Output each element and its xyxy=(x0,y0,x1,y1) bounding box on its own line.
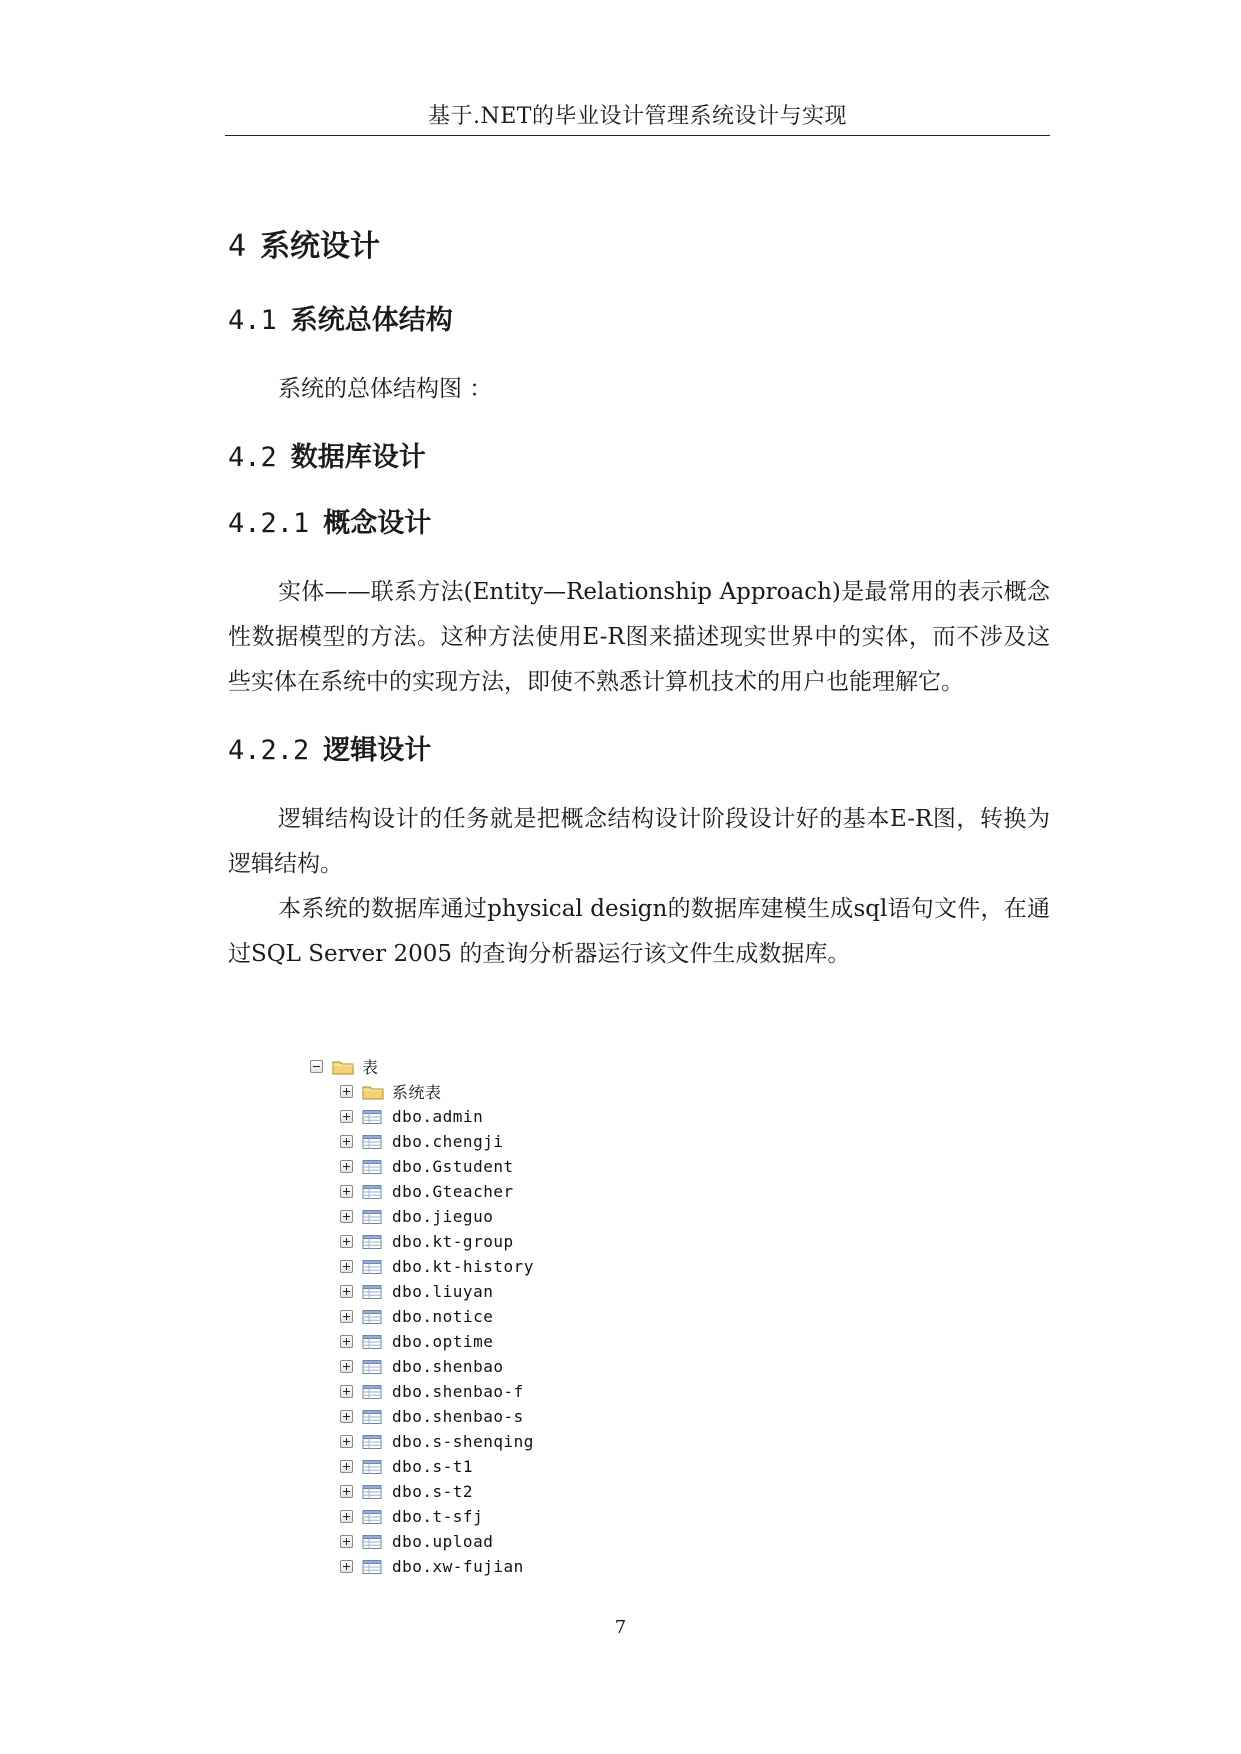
table-icon xyxy=(362,1159,382,1175)
section-title: 逻辑设计 xyxy=(323,735,432,766)
tree-node-table[interactable] xyxy=(340,1329,534,1354)
tree-node-table[interactable] xyxy=(340,1479,534,1504)
table-icon xyxy=(362,1284,382,1300)
tree-node-table[interactable] xyxy=(340,1179,534,1204)
tree-node-table[interactable] xyxy=(340,1279,534,1304)
paragraph-conceptual-design: 实体——联系方法(Entity—Relationship Approach)是最常用的表示概念性数据模型的方法。这种方法使用E-R图来描述现实世界中的实体，而不涉及这些实体在系统中的实现方法，即使不熟悉计算机技术的用户也能理解它。 xyxy=(228,579,1050,695)
tree-node-label: dbo.s-shenqing xyxy=(392,1432,534,1451)
tree-node-table[interactable] xyxy=(340,1229,534,1254)
plus-expander-icon[interactable] xyxy=(340,1135,353,1148)
tree-node-table[interactable] xyxy=(340,1504,534,1529)
tree-node-label: dbo.shenbao-s xyxy=(392,1407,524,1426)
tree-node-label: dbo.Gteacher xyxy=(392,1182,514,1201)
plus-expander-icon[interactable] xyxy=(340,1535,353,1548)
tree-node-label: dbo.t-sfj xyxy=(392,1507,484,1526)
section-number: 4 xyxy=(228,229,247,264)
section-title: 概念设计 xyxy=(323,508,432,539)
page-content xyxy=(228,225,1050,977)
table-icon xyxy=(362,1509,382,1525)
plus-expander-icon[interactable] xyxy=(340,1110,353,1123)
plus-expander-icon[interactable] xyxy=(340,1510,353,1523)
plus-expander-icon[interactable] xyxy=(340,1560,353,1573)
table-icon xyxy=(362,1309,382,1325)
tree-node-table[interactable] xyxy=(340,1154,534,1179)
plus-expander-icon[interactable] xyxy=(340,1335,353,1348)
plus-expander-icon[interactable] xyxy=(340,1235,353,1248)
tree-node-table[interactable] xyxy=(340,1304,534,1329)
section-heading-4-2-2 xyxy=(228,731,1050,771)
tree-node-label: dbo.jieguo xyxy=(392,1207,494,1226)
section-heading-4-2 xyxy=(228,438,1050,478)
tree-node-label: dbo.s-t1 xyxy=(392,1457,474,1476)
section-number: 4.2 xyxy=(228,442,277,473)
tree-node-table[interactable] xyxy=(340,1104,534,1129)
plus-expander-icon[interactable] xyxy=(340,1260,353,1273)
tree-node-label: 系统表 xyxy=(392,1083,442,1102)
header-rule xyxy=(225,135,1050,136)
section-number: 4.2.2 xyxy=(228,735,310,766)
section-heading-4 xyxy=(228,225,1050,269)
tree-node-label: dbo.shenbao-f xyxy=(392,1382,524,1401)
tree-node-table[interactable] xyxy=(340,1429,534,1454)
tree-node-table[interactable] xyxy=(340,1379,534,1404)
section-title: 系统设计 xyxy=(260,229,381,264)
table-icon xyxy=(362,1234,382,1250)
plus-expander-icon[interactable] xyxy=(340,1485,353,1498)
tree-node-label: dbo.shenbao xyxy=(392,1357,504,1376)
plus-expander-icon[interactable] xyxy=(340,1435,353,1448)
folder-icon xyxy=(332,1059,354,1075)
section-heading-4-1 xyxy=(228,301,1050,341)
tree-node-table[interactable] xyxy=(340,1254,534,1279)
tree-node-table[interactable] xyxy=(340,1454,534,1479)
section-number: 4.2.1 xyxy=(228,508,310,539)
table-icon xyxy=(362,1484,382,1500)
table-icon xyxy=(362,1359,382,1375)
table-icon xyxy=(362,1534,382,1550)
tree-node-label: 表 xyxy=(362,1058,379,1077)
paragraph-logical-design-1: 逻辑结构设计的任务就是把概念结构设计阶段设计好的基本E-R图，转换为逻辑结构。 xyxy=(228,806,1050,877)
table-icon xyxy=(362,1134,382,1150)
table-icon xyxy=(362,1109,382,1125)
tree-node-table[interactable] xyxy=(340,1554,534,1579)
table-icon xyxy=(362,1184,382,1200)
tree-node-label: dbo.xw-fujian xyxy=(392,1557,524,1576)
paragraph-logical-design-2: 本系统的数据库通过physical design的数据库建模生成sql语句文件，在通过SQL Server 2005 的查询分析器运行该文件生成数据库。 xyxy=(228,896,1050,967)
table-icon xyxy=(362,1384,382,1400)
table-list xyxy=(340,1104,534,1579)
plus-expander-icon[interactable] xyxy=(340,1410,353,1423)
tree-node-label: dbo.notice xyxy=(392,1307,494,1326)
table-icon xyxy=(362,1409,382,1425)
plus-expander-icon[interactable] xyxy=(340,1210,353,1223)
folder-icon xyxy=(362,1084,384,1100)
section-heading-4-2-1 xyxy=(228,504,1050,544)
plus-expander-icon[interactable] xyxy=(340,1385,353,1398)
tree-node-table[interactable] xyxy=(340,1129,534,1154)
table-icon xyxy=(362,1559,382,1575)
table-icon xyxy=(362,1209,382,1225)
object-explorer-tree xyxy=(310,1054,534,1579)
tree-node-label: dbo.Gstudent xyxy=(392,1157,514,1176)
table-icon xyxy=(362,1259,382,1275)
tree-children xyxy=(310,1079,534,1579)
running-header: 基于.NET的毕业设计管理系统设计与实现 xyxy=(428,104,847,129)
tree-node-label: dbo.upload xyxy=(392,1532,494,1551)
table-icon xyxy=(362,1334,382,1350)
section-title: 系统总体结构 xyxy=(290,305,453,336)
plus-expander-icon[interactable] xyxy=(340,1460,353,1473)
paragraph-overall-structure: 系统的总体结构图 ： xyxy=(278,376,493,402)
section-number: 4.1 xyxy=(228,305,277,336)
tree-node-label: dbo.s-t2 xyxy=(392,1482,474,1501)
section-title: 数据库设计 xyxy=(290,442,426,473)
minus-expander-icon[interactable] xyxy=(310,1060,323,1073)
tree-node-label: dbo.optime xyxy=(392,1332,494,1351)
plus-expander-icon[interactable] xyxy=(340,1185,353,1198)
tree-node-label: dbo.kt-group xyxy=(392,1232,514,1251)
plus-expander-icon[interactable] xyxy=(340,1360,353,1373)
plus-expander-icon[interactable] xyxy=(340,1160,353,1173)
tree-node-tables[interactable] xyxy=(310,1054,534,1079)
tree-node-table[interactable] xyxy=(340,1529,534,1554)
tree-node-label: dbo.kt-history xyxy=(392,1257,534,1276)
tree-node-label: dbo.admin xyxy=(392,1107,484,1126)
tree-node-label: dbo.liuyan xyxy=(392,1282,494,1301)
plus-expander-icon[interactable] xyxy=(340,1085,353,1098)
tree-node-table[interactable] xyxy=(340,1354,534,1379)
tree-node-table[interactable] xyxy=(340,1404,534,1429)
page-number: 7 xyxy=(614,1617,627,1638)
table-icon xyxy=(362,1434,382,1450)
tree-node-table[interactable] xyxy=(340,1204,534,1229)
tree-node-label: dbo.chengji xyxy=(392,1132,504,1151)
plus-expander-icon[interactable] xyxy=(340,1310,353,1323)
table-icon xyxy=(362,1459,382,1475)
plus-expander-icon[interactable] xyxy=(340,1285,353,1298)
tree-node-system-tables[interactable] xyxy=(340,1079,534,1104)
